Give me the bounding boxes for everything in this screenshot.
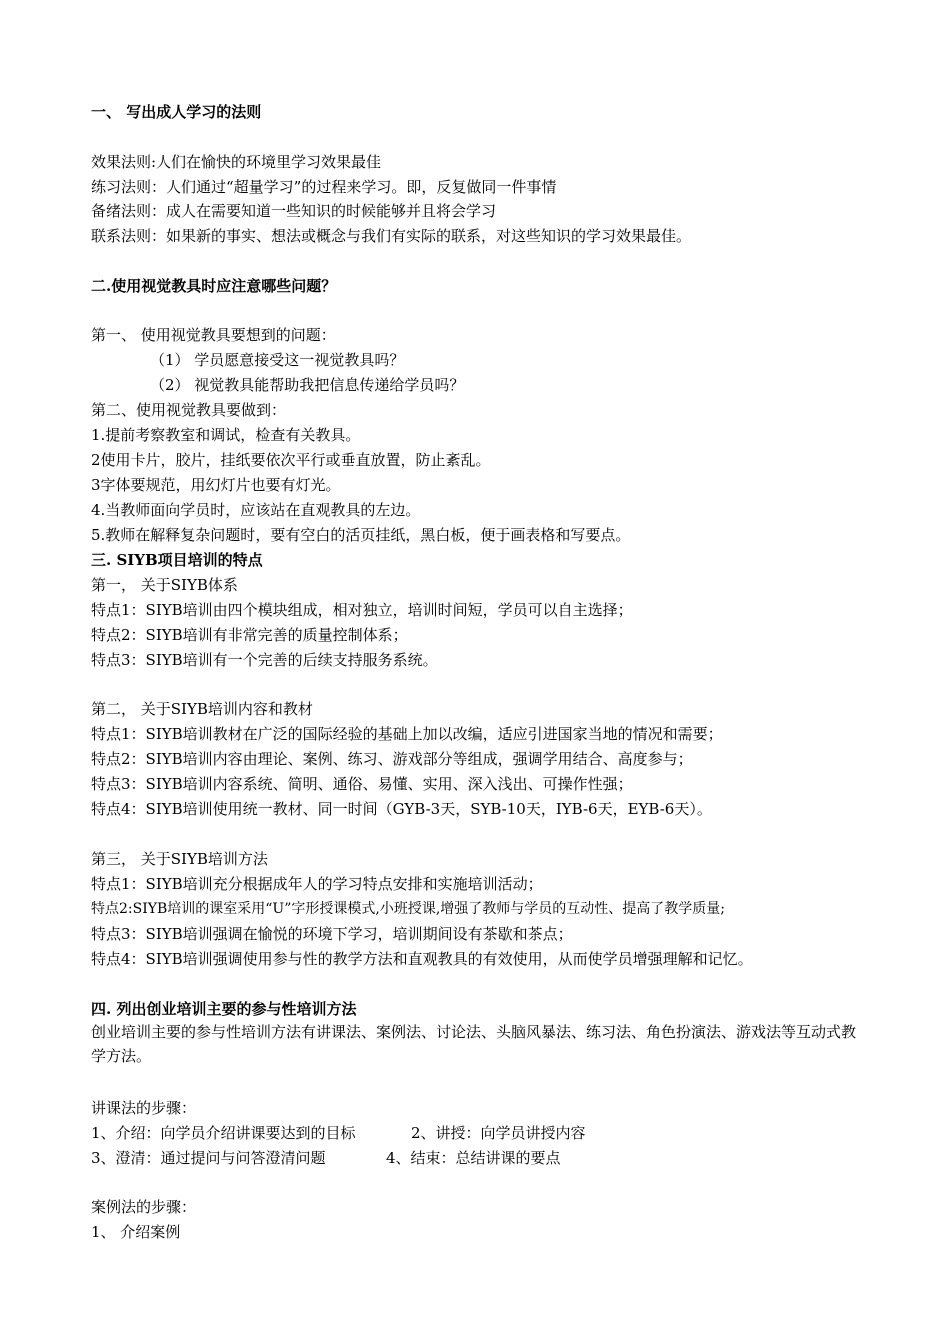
lecture-step-2: 2、讲授：向学员讲授内容: [411, 1124, 586, 1142]
siyb-feature: 特点1：SIYB培训由四个模块组成，相对独立，培训时间短，学员可以自主选择；: [91, 601, 633, 619]
section-3-heading: 三. SIYB项目培训的特点: [91, 551, 263, 569]
siyb-feature: 特点2：SIYB培训有非常完善的质量控制体系；: [91, 626, 408, 644]
visual-aid-first: 第一、 使用视觉教具要想到的问题：: [91, 326, 336, 344]
siyb-feature: 特点3：SIYB培训强调在愉悦的环境下学习，培训期间设有茶歇和茶点；: [91, 925, 573, 943]
siyb-feature: 特点4：SIYB培训强调使用参与性的教学方法和直观教具的有效使用，从而使学员增强理解和记忆。: [91, 950, 753, 968]
participatory-methods-intro: 创业培训主要的参与性培训方法有讲课法、案例法、讨论法、头脑风暴法、练习法、角色扮演法、游戏法等互动式教学方法。: [91, 1023, 857, 1065]
visual-aid-question-2: （2） 视觉教具能帮助我把信息传递给学员吗？: [150, 376, 465, 394]
lecture-step-4: 4、结束：总结讲课的要点: [386, 1149, 561, 1167]
rule-practice: 练习法则：人们通过“超量学习”的过程来学习。即，反复做同一件事情: [91, 178, 557, 196]
siyb-feature: 特点4：SIYB培训使用统一教材、同一时间（GYB-3天，SYB-10天，IYB-6天，EYB-6天）。: [91, 800, 712, 818]
siyb-feature: 特点2：SIYB培训内容由理论、案例、练习、游戏部分等组成，强调学用结合、高度参与；: [91, 750, 693, 768]
visual-aid-item: 3字体要规范，用幻灯片也要有灯光。: [91, 476, 341, 494]
siyb-feature: 特点1：SIYB培训教材在广泛的国际经验的基础上加以改编，适应引进国家当地的情况和需要；: [91, 725, 723, 743]
visual-aid-second: 第二、使用视觉教具要做到：: [91, 401, 287, 419]
section-1-heading: 一、 写出成人学习的法则: [91, 103, 262, 121]
rule-association: 联系法则：如果新的事实、想法或概念与我们有实际的联系，对这些知识的学习效果最佳。: [91, 227, 692, 245]
case-step-1: 1、 介绍案例: [91, 1223, 181, 1241]
siyb-feature: 特点2:SIYB培训的课室采用“U”字形授课模式,小班授课,增强了教师与学员的互动性、提高了教学质量;: [91, 901, 726, 917]
visual-aid-item: 1.提前考察教室和调试，检查有关教具。: [91, 426, 361, 444]
siyb-feature: 特点3：SIYB培训有一个完善的后续支持服务系统。: [91, 651, 438, 669]
lecture-step-row-2: [91, 1148, 881, 1168]
rule-effect: 效果法则:人们在愉快的环境里学习效果最佳: [91, 153, 382, 171]
rule-readiness: 备绪法则：成人在需要知道一些知识的时候能够并且将会学习: [91, 202, 497, 220]
siyb-group-2-title: 第二， 关于SIYB培训内容和教材: [91, 700, 313, 718]
visual-aid-item: 2使用卡片，胶片，挂纸要依次平行或垂直放置，防止紊乱。: [91, 451, 491, 469]
case-steps-title: 案例法的步骤：: [91, 1198, 197, 1216]
visual-aid-item: 5.教师在解释复杂问题时，要有空白的活页挂纸，黑白板，便于画表格和写要点。: [91, 526, 631, 544]
lecture-steps-title: 讲课法的步骤：: [91, 1099, 197, 1117]
lecture-step-3: 3、澄清：通过提问与问答澄清问题: [91, 1149, 326, 1167]
visual-aid-item: 4.当教师面向学员时，应该站在直观教具的左边。: [91, 501, 421, 519]
siyb-group-3-title: 第三， 关于SIYB培训方法: [91, 850, 268, 868]
section-4-heading: 四. 列出创业培训主要的参与性培训方法: [91, 1000, 357, 1018]
section-2-heading: 二.使用视觉教具时应注意哪些问题？: [91, 277, 337, 295]
siyb-feature: 特点1：SIYB培训充分根据成年人的学习特点安排和实施培训活动；: [91, 875, 543, 893]
lecture-step-1: 1、介绍：向学员介绍讲课要达到的目标: [91, 1124, 356, 1142]
lecture-step-row-1: [91, 1123, 881, 1143]
siyb-group-1-title: 第一， 关于SIYB体系: [91, 576, 238, 594]
visual-aid-question-1: （1） 学员愿意接受这一视觉教具吗？: [150, 351, 405, 369]
siyb-feature: 特点3：SIYB培训内容系统、简明、通俗、易懂、实用、深入浅出、可操作性强；: [91, 775, 633, 793]
